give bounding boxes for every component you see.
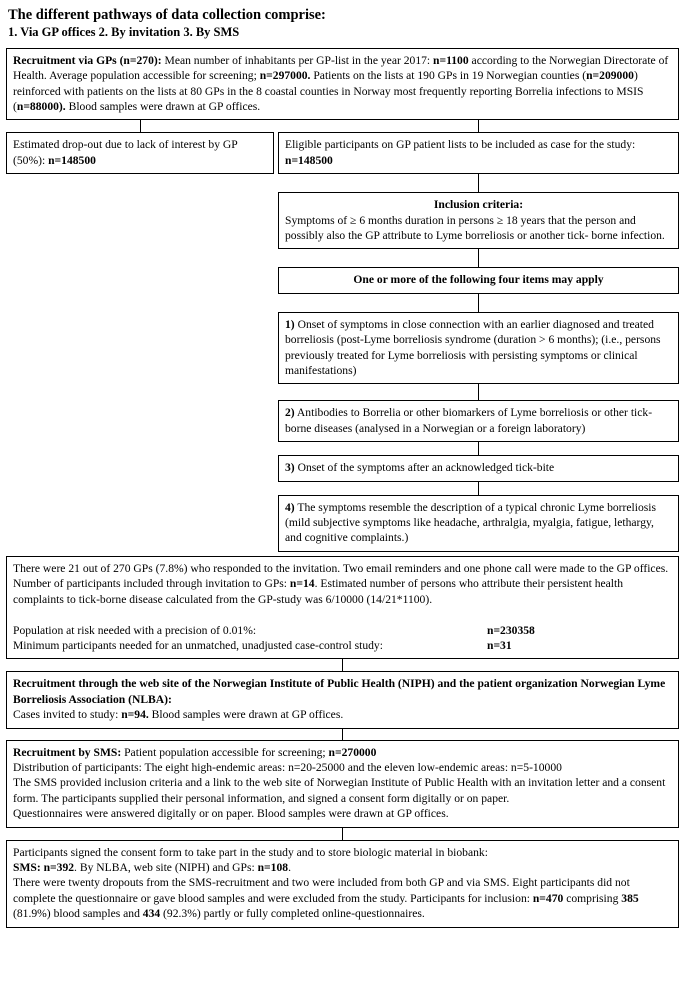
item-2-text: Antibodies to Borrelia or other biomarkers of Lyme borreliosis or other tick-borne diseases (analysed in a Norwegian or a foreign laboratory) (285, 406, 653, 435)
gp-response-stat2-value: n=31 (487, 638, 512, 652)
niph-nlba-box (6, 671, 679, 728)
niph-heading: Recruitment through the web site of the Norwegian Institute of Public Health (NIPH) and the patient organization Norwegian Lyme Borreliosis Association (NLBA): (13, 677, 666, 706)
final-line3d: (92.3%) partly or fully completed online-questionnaires. (160, 907, 425, 921)
final-line3c: (81.9%) blood samples and (13, 907, 143, 921)
item-1-box (278, 312, 679, 385)
final-line3b: comprising (563, 891, 622, 905)
sms-text1: Patient population accessible for screening; (121, 745, 329, 759)
connector-right-stem (278, 120, 679, 132)
item-2-box (278, 400, 679, 442)
eligible-box (278, 132, 679, 174)
recruitment-gp-text6: Blood samples were drawn at GP offices. (65, 99, 261, 113)
final-gp-value: n=108 (257, 860, 289, 874)
recruitment-gp-n4: n=88000). (16, 99, 66, 113)
recruitment-gp-text3: . Average population accessible for screening; (43, 69, 260, 83)
sms-recruitment-box (6, 740, 679, 828)
sms-line3: The SMS provided inclusion criteria and a link to the web site of Norwegian Institute of Public Health with an invitation letter and a consent form. The participants supplied their personal information, and signed a consent form digitally or on paper. (13, 776, 666, 805)
gp-response-stat1-value: n=230358 (487, 623, 535, 637)
recruitment-gp-text5: ) reinforced with patients on the lists at 80 GPs in the 8 coastal counties in Norway most frequently reporting Borrelia infections to MSIS ( (13, 69, 644, 113)
recruitment-gp-text1: Mean number of inhabitants per GP-list in the year 2017: (161, 53, 434, 67)
final-blood-count: 385 (621, 891, 639, 905)
final-incl-value: n=470 (532, 891, 564, 905)
dropout-value: n=148500 (48, 153, 96, 167)
final-sms-value: n=392 (40, 860, 75, 874)
recruitment-gp-n3: n=209000 (586, 69, 634, 83)
connector-to-niph (6, 659, 679, 671)
inclusion-criteria-heading: Inclusion criteria: (433, 198, 524, 212)
item-1-label: 1) (285, 317, 295, 331)
recruitment-gp-title: Recruitment via GPs (n=270): (13, 53, 162, 67)
item-3-text: Onset of the symptoms after an acknowledged tick-bite (294, 461, 555, 475)
connector-to-item3 (278, 442, 679, 455)
item-3-box (278, 455, 679, 481)
final-summary-box (6, 840, 679, 928)
gp-response-text2: . Estimated number of persons who attribute their persistent health complaints to tick-borne disease calculated from the GP-study was 6/10000 (14/21*1100). (13, 577, 624, 606)
recruitment-gp-text2: according to the Norwegian Directorate of Health (13, 53, 669, 83)
four-items-header-text: One or more of the following four items may apply (353, 273, 604, 287)
four-items-header-box (278, 267, 679, 293)
gp-response-box (6, 556, 679, 659)
recruitment-gp-box (6, 48, 679, 121)
final-sms-label: SMS: (13, 860, 41, 874)
final-line2-end: . (288, 860, 291, 874)
item-3-label: 3) (285, 461, 295, 475)
final-line2-mid: . By NLBA, web site (NIPH) and GPs: (74, 860, 258, 874)
item-4-text: The symptoms resemble the description of a typical chronic Lyme borreliosis (mild subjective symptoms like headache, arthralgia, myalgia, fatigue, lethargy, and cognitive complaints.) (285, 500, 657, 545)
niph-text1: Cases invited to study: (13, 708, 122, 722)
item-4-box (278, 495, 679, 552)
page-title: The different pathways of data collection comprise: (8, 7, 326, 23)
gp-response-text1: There were 21 out of 270 GPs (7.8%) who responded to the invitation. Two email reminders and one phone call were made to the GP offices. Number of participants included through invitation to GPs: (13, 561, 669, 591)
recruitment-gp-n2: n=297000. (259, 69, 311, 83)
split-row (6, 132, 679, 174)
final-questionnaire-count: 434 (142, 907, 161, 921)
final-line3: There were twenty dropouts from the SMS-recruitment and two were included from both GP and via SMS. Eight participants did not complete the questionnaire or gave blood samples and were excluded from the study. Participants for inclusion: (13, 876, 630, 905)
connector-to-item4 (278, 482, 679, 495)
connector-to-final (6, 828, 679, 840)
dropout-box (6, 132, 274, 174)
final-line1: Participants signed the consent form to take part in the study and to store biologic material in biobank: (13, 845, 488, 859)
niph-text2: Blood samples were drawn at GP offices. (148, 708, 344, 722)
connector-to-sms (6, 729, 679, 740)
gp-response-n1: n=14 (289, 577, 315, 591)
item-2-label: 2) (285, 406, 295, 420)
sms-heading: Recruitment by SMS: (13, 745, 122, 759)
item-1-text: Onset of symptoms in close connection with an earlier diagnosed and treated borreliosis (post-Lyme borreliosis syndrome (duration > 6 months); (i.e., persons previously treated for Lyme borreliosis with persisting symptoms or clinical manifestations) (285, 317, 661, 378)
dropout-text: Estimated drop-out due to lack of interest by GP (50%): (13, 138, 238, 167)
connector-row-1 (6, 120, 679, 132)
page-subtitle: 1. Via GP offices 2. By invitation 3. By SMS (8, 25, 240, 40)
connector-to-item2 (278, 384, 679, 400)
sms-n1: n=270000 (328, 745, 377, 759)
gp-response-stat2-label: Minimum participants needed for an unmatched, unadjusted case-control study: (13, 638, 383, 652)
item-4-label: 4) (285, 500, 295, 514)
eligible-value: n=148500 (285, 153, 333, 167)
recruitment-gp-text4: Patients on the lists at 190 GPs in 19 Norwegian counties ( (310, 69, 587, 83)
sms-line4: Questionnaires were answered digitally or on paper. Blood samples were drawn at GP offices. (13, 807, 449, 821)
connector-to-inclusion (278, 174, 679, 192)
niph-n1: n=94. (121, 708, 149, 722)
recruitment-gp-n1: n=1100 (433, 53, 469, 67)
connector-to-four-items (278, 249, 679, 267)
inclusion-criteria-text: Symptoms of ≥ 6 months duration in persons ≥ 18 years that the person and possibly also the GP attribute to Lyme borreliosis or another tick- borne infection. (285, 213, 665, 242)
sms-line2: Distribution of participants: The eight high-endemic areas: n=20-25000 and the eleven low-endemic areas: n=5-10000 (13, 760, 562, 774)
connector-left-stem (6, 120, 274, 132)
connector-to-item1 (278, 294, 679, 312)
inclusion-criteria-box (278, 192, 679, 249)
gp-response-stat1-label: Population at risk needed with a precision of 0.01%: (13, 623, 257, 637)
eligible-text: Eligible participants on GP patient lists to be included as case for the study: (285, 138, 636, 152)
